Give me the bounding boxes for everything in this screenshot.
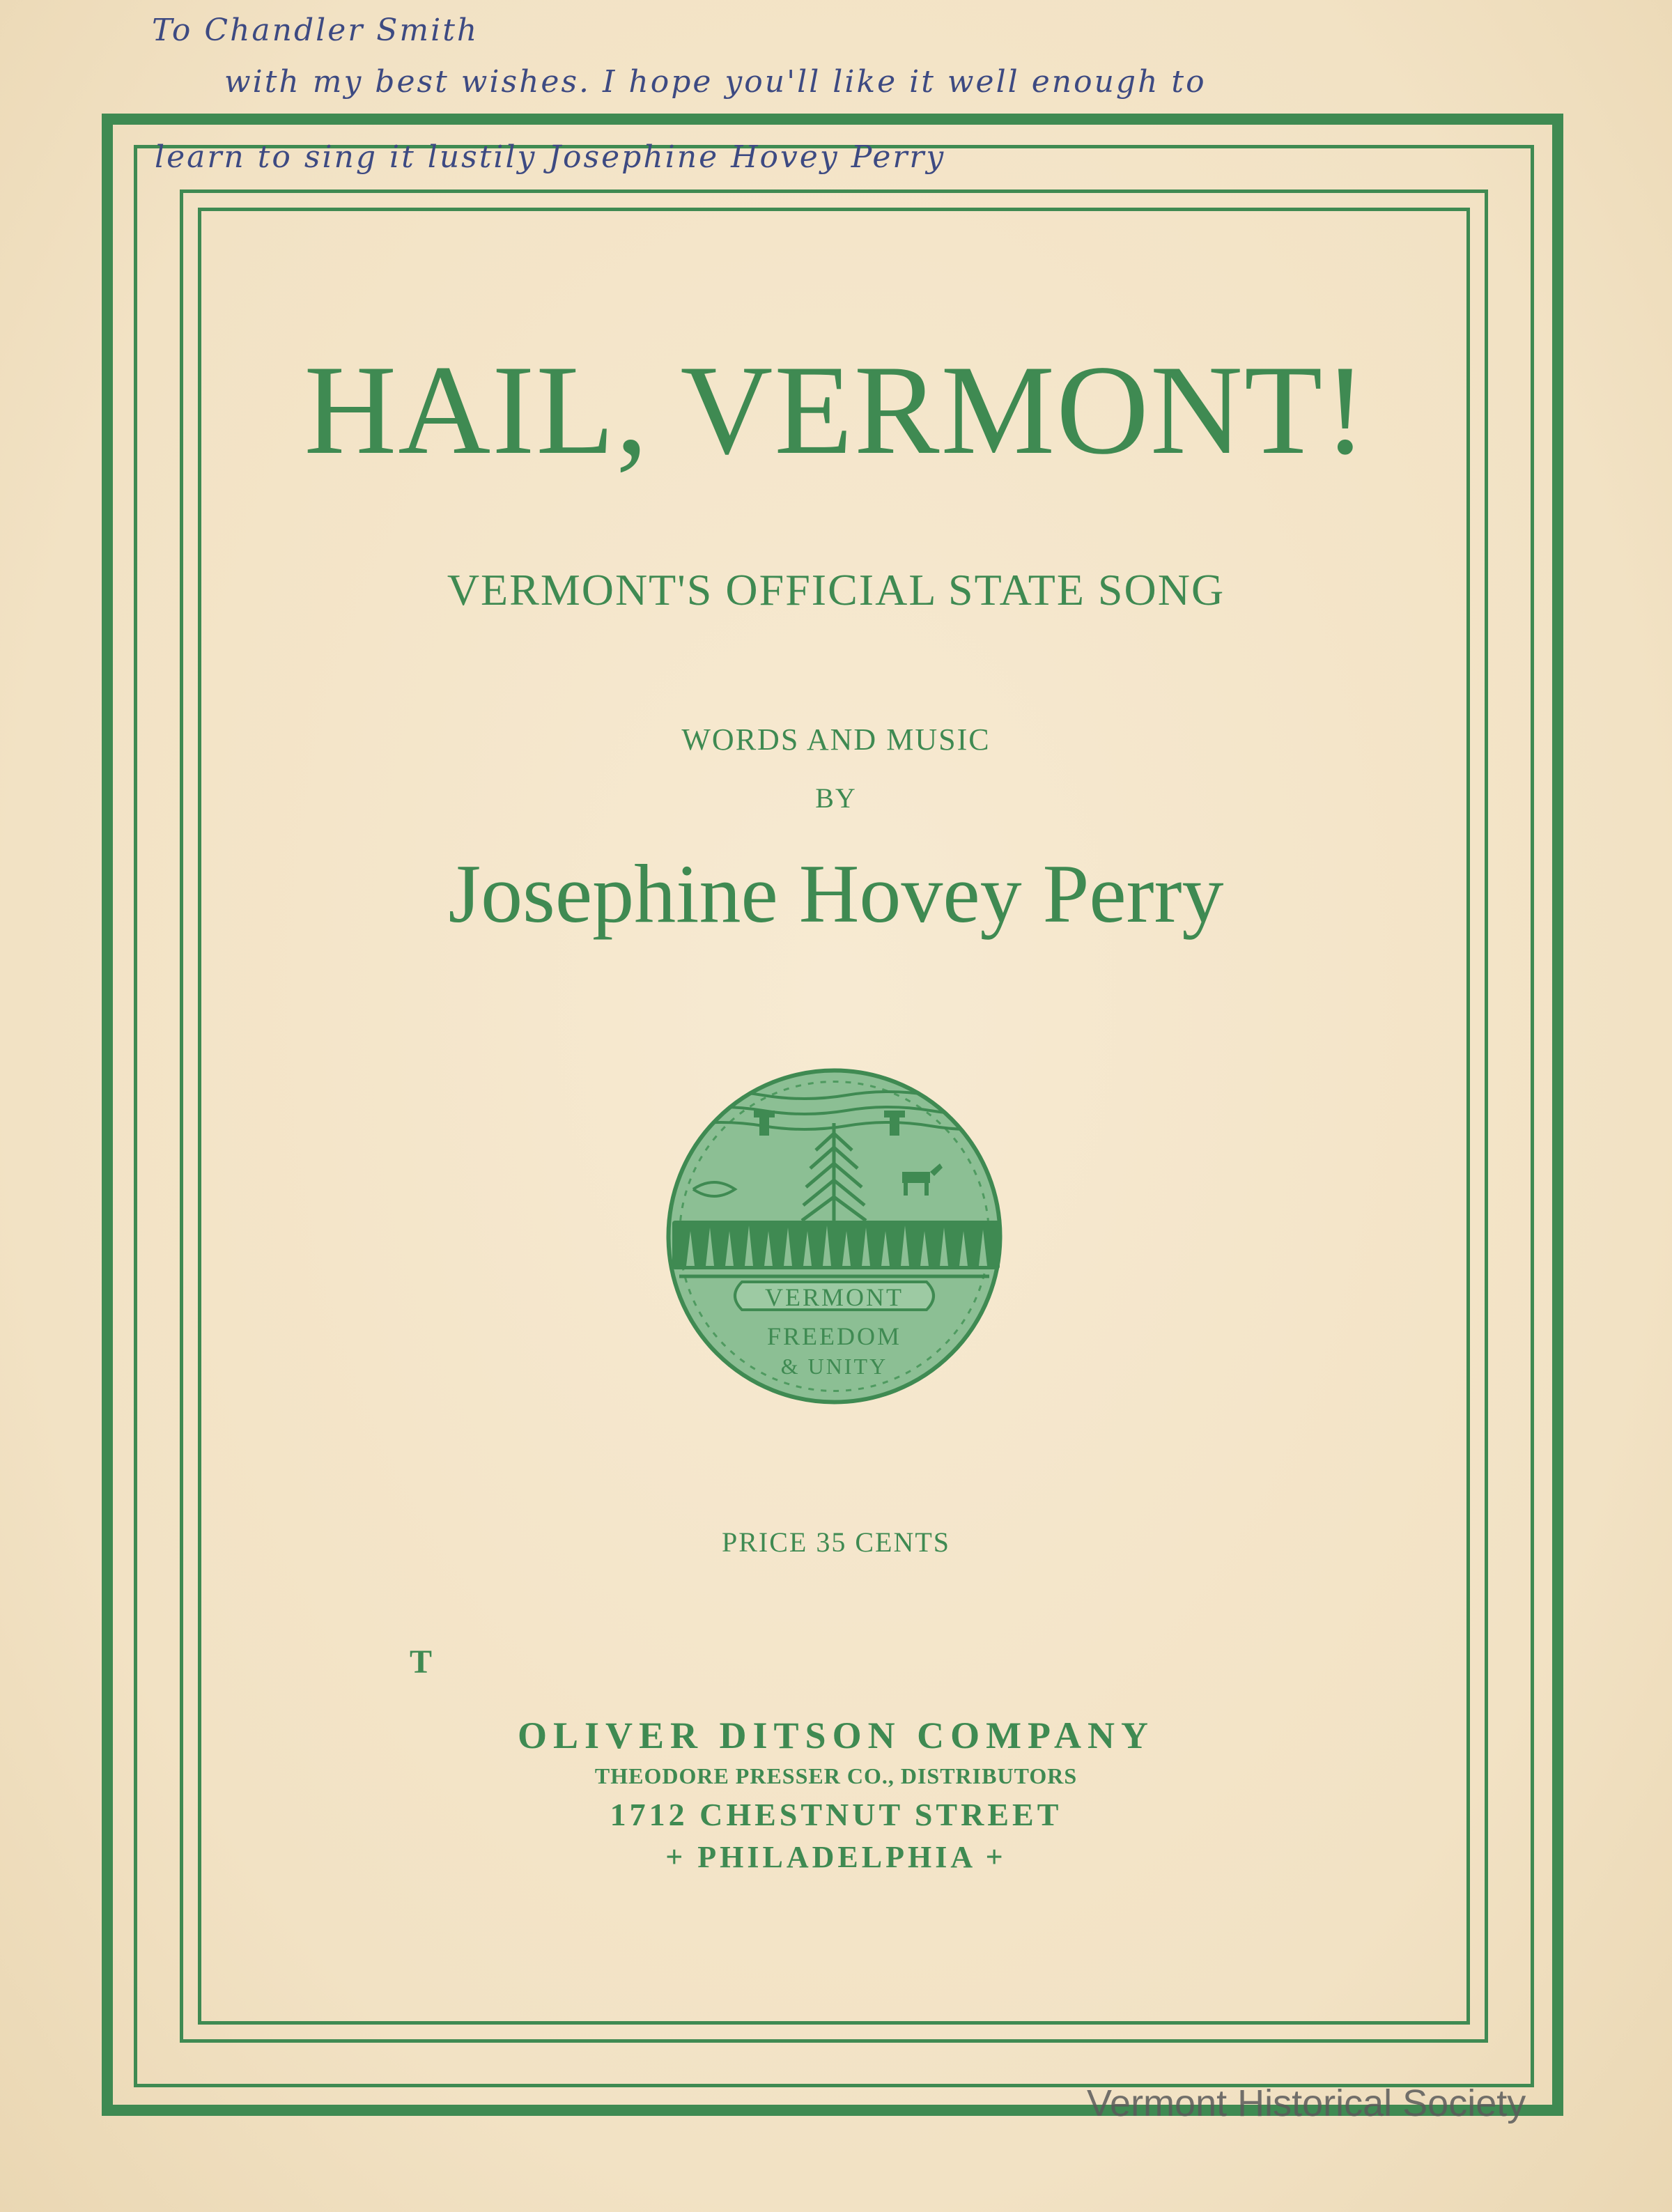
seal-banner-text: VERMONT: [765, 1283, 904, 1311]
song-subtitle: VERMONT'S OFFICIAL STATE SONG: [447, 565, 1225, 614]
price-label: PRICE 35 CENTS: [721, 1526, 951, 1558]
publisher-block: [0, 1712, 1672, 1878]
publisher-distributor: THEODORE PRESSER CO., DISTRIBUTORS: [594, 1763, 1078, 1788]
inscription-line-1: To Chandler Smith: [152, 13, 479, 48]
publisher-name: OLIVER DITSON COMPANY: [517, 1715, 1155, 1756]
credit-label: WORDS AND MUSIC: [681, 722, 991, 757]
inscription-line-2: with my best wishes. I hope you'll like it well enough to: [224, 64, 1207, 100]
inscription-line-3: learn to sing it lustily Josephine Hovey Perry: [155, 139, 946, 175]
watermark: Vermont Historical Society: [1087, 2082, 1526, 2124]
vermont-seal-icon: [665, 1067, 1003, 1405]
seal-motto-unity: & UNITY: [780, 1354, 888, 1379]
by-label: BY: [815, 782, 857, 814]
seal-motto-freedom: FREEDOM: [766, 1322, 902, 1350]
song-title: HAIL, VERMONT!: [304, 339, 1368, 481]
publisher-city: + PHILADELPHIA +: [665, 1840, 1007, 1874]
publisher-street: 1712 CHESTNUT STREET: [610, 1797, 1062, 1832]
composer-name: Josephine Hovey Perry: [448, 847, 1224, 940]
catalog-mark: T: [410, 1643, 433, 1680]
